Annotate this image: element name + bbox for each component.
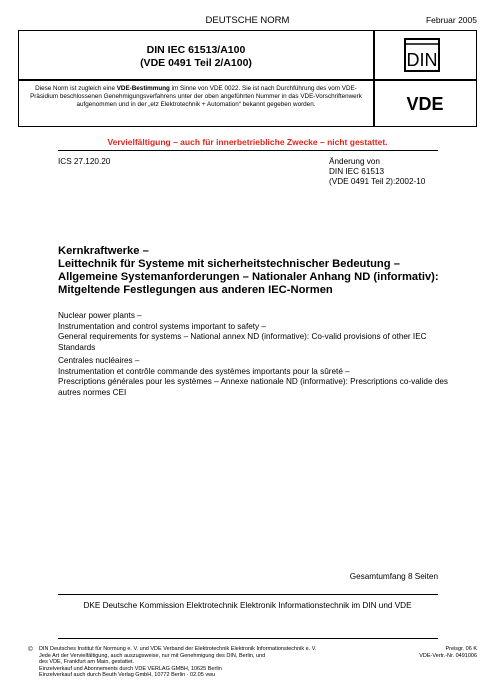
english-title-line1: Nuclear power plants – — [58, 311, 142, 320]
din-logo — [375, 31, 476, 79]
copyright-symbol: © — [28, 646, 33, 653]
french-title — [58, 356, 458, 398]
dke-line: DKE Deutsche Kommission Elektrotechnik Elektronik Informationstechnik im DIN und VDE — [83, 601, 412, 610]
footer-line5: Einzelverkauf auch durch Beuth Verlag GmbH, 10772 Berlin · 02.05 vwu — [39, 672, 216, 679]
main-title-line2: Leittechnik für Systeme mit sicherheitstechnischer Bedeutung – — [58, 258, 400, 270]
copy-warning: Vervielfältigung – auch für innerbetriebliche Zwecke – nicht gestattet. — [107, 137, 388, 147]
footer-line3: des VDE, Frankfurt am Main, gestattet. — [39, 659, 135, 666]
footer-legal — [39, 646, 359, 679]
title-block — [18, 30, 374, 80]
footer-order-info — [419, 646, 477, 659]
note-part2: im Sinne von VDE 0022. Sie ist nach Durchführung des vom VDE-Präsidium beschlossenen Genehmigungsverfahrens unter der oben angeführten Nummer in das VDE-Vorschriftenwerk aufgenommen und in der „etz Elektrotechnik + Automation“ bekannt gegeben worden. — [30, 85, 362, 108]
footer-line1: DIN Deutsches Institut für Normung e. V. und VDE Verband der Elektrotechnik Elektronik Informationstechnik e. V. — [39, 646, 317, 652]
vde-classification: (VDE 0491 Teil 2/A100) — [140, 57, 252, 69]
price-group: Preisgr. 06 K — [445, 646, 477, 652]
french-title-line2: Instrumentation et contrôle commande des systèmes importants pour la sûreté – — [58, 366, 350, 376]
vde-logo-text: VDE — [406, 94, 444, 114]
english-title-line3: General requirements for systems – National annex ND (informative): Co-valid provisions of other IEC Standards — [58, 332, 427, 352]
vde-logo-box — [374, 80, 477, 127]
amendment-line3: (VDE 0491 Teil 2):2002-10 — [329, 177, 426, 186]
divider-footer — [58, 638, 438, 639]
vde-note — [24, 85, 368, 108]
vde-logo — [375, 81, 476, 126]
note-bold: VDE-Bestimmung — [116, 85, 170, 92]
divider-top — [58, 150, 438, 151]
french-title-line1: Centrales nucléaires – — [58, 356, 140, 365]
main-title-line3: Allgemeine Systemanforderungen – Nationaler Anhang ND (informativ): — [58, 271, 439, 283]
order-number: VDE-Vertr.-Nr. 0491006 — [419, 652, 477, 659]
ics-code: ICS 27.120.20 — [58, 157, 111, 166]
total-pages: Gesamtumfang 8 Seiten — [349, 572, 438, 581]
standard-number: DIN IEC 61513/A100 — [146, 44, 246, 56]
din-logo-text: DIN — [406, 50, 438, 70]
main-title-line4: Mitgeltende Festlegungen aus anderen IEC-Normen — [58, 284, 333, 296]
footer-line2: Jede Art der Vervielfältigung, auch auszugsweise, nur mit Genehmigung des DIN, Berlin, und — [39, 652, 266, 659]
french-title-line3: Prescriptions générales pour les systèmes – Annexe nationale ND (informative): Prescriptions co-valide des autres normes CEI — [58, 377, 448, 397]
english-title — [58, 311, 458, 353]
norm-type: DEUTSCHE NORM — [205, 15, 290, 26]
publication-date: Februar 2005 — [425, 15, 477, 25]
din-logo-box — [374, 30, 477, 80]
amendment-line1: Änderung von — [329, 157, 380, 166]
amendment-info — [329, 157, 425, 187]
amendment-line2: DIN IEC 61513 — [329, 167, 385, 176]
main-title — [58, 245, 458, 297]
main-title-line1: Kernkraftwerke – — [58, 245, 149, 257]
divider-dke-top — [58, 594, 438, 595]
english-title-line2: Instrumentation and control systems important to safety – — [58, 321, 266, 331]
footer-line4: Einzelverkauf und Abonnements durch VDE VERLAG GMBH, 10625 Berlin — [39, 665, 222, 672]
note-part1: Diese Norm ist zugleich eine — [35, 85, 117, 92]
